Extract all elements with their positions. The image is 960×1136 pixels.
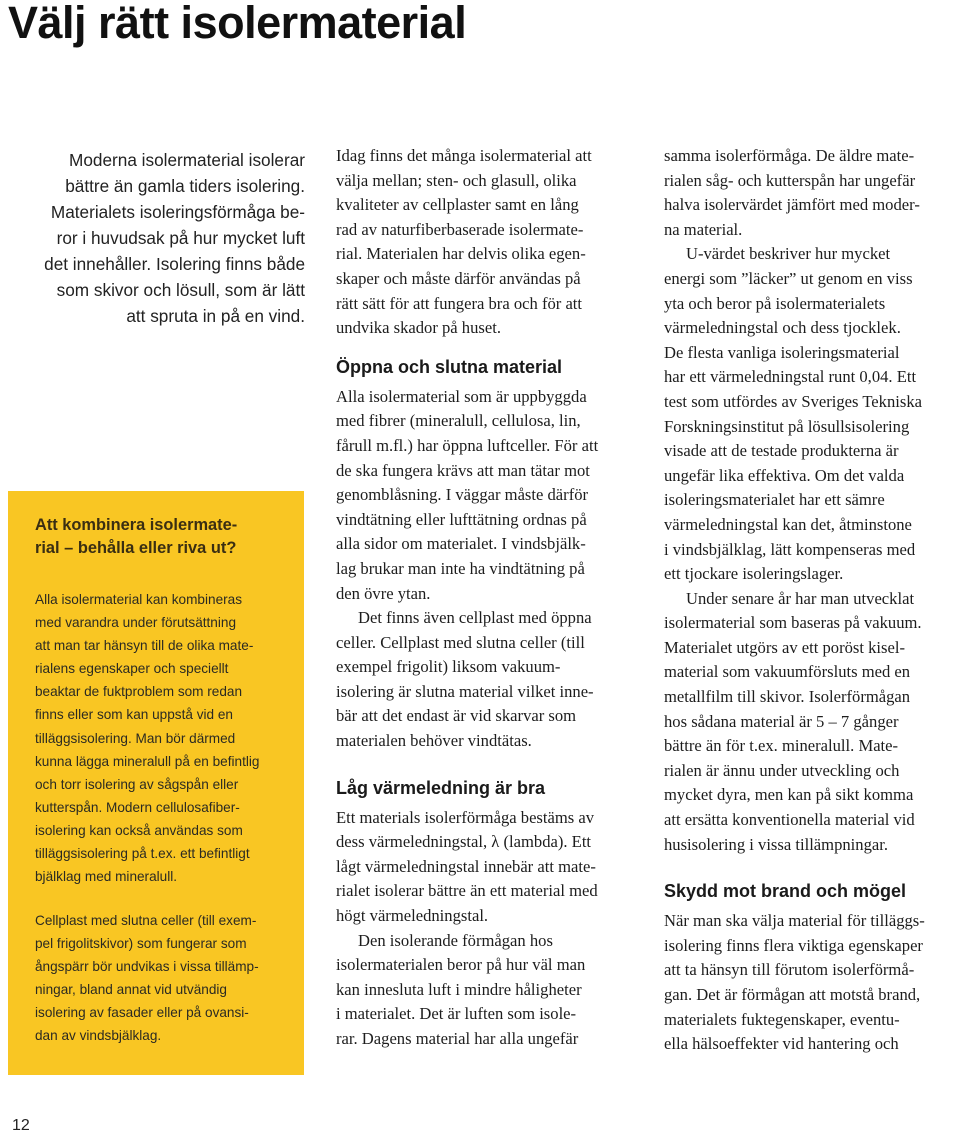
text-line: rialen såg- och kutterspån har ungefär xyxy=(664,170,916,190)
column-middle xyxy=(336,144,632,1052)
text-line: hos sådana material är 5 – 7 gånger xyxy=(664,711,899,731)
text-line: mycket dyra, men kan på sikt komma xyxy=(664,785,914,805)
text-line: det innehåller. Isolering finns både xyxy=(44,254,305,274)
text-line: isolering kan också användas som xyxy=(35,822,243,838)
text-line: välja mellan; sten- och glasull, olika xyxy=(336,170,577,190)
text-line: Att kombinera isolermate- xyxy=(35,516,238,534)
text-line: lågt värmeledningstal innebär att mate- xyxy=(336,856,596,876)
section-heading-low-conductivity: Låg värmeledning är bra xyxy=(336,777,546,798)
text-line: test som utfördes av Sveriges Tekniska xyxy=(664,391,922,411)
text-line: ningar, bland annat vid utvändig xyxy=(35,982,227,998)
text-line: kutterspån. Modern cellulosafiber- xyxy=(35,799,240,815)
text-line: med fibrer (mineralull, cellulosa, lin, xyxy=(336,411,581,431)
text-line: rialens egenskaper och speciellt xyxy=(35,661,229,677)
text-line: lag brukar man inte ha vindtätning på xyxy=(336,558,585,578)
text-line: dess värmeledningstal, λ (lambda). Ett xyxy=(336,832,592,852)
text-line: rar. Dagens material har alla ungefär xyxy=(336,1029,579,1048)
text-line: rial – behålla eller riva ut? xyxy=(35,539,237,557)
text-line: alla sidor om materialet. I vindsbjälk- xyxy=(336,534,586,554)
text-line: När man ska välja material för tilläggs- xyxy=(664,911,925,931)
paragraph xyxy=(664,242,960,586)
text-line: dan av vindsbjälklag. xyxy=(35,1028,162,1044)
text-line: Materialet utgörs av ett poröst kisel- xyxy=(664,637,906,657)
box-paragraph-1 xyxy=(35,588,297,888)
paragraph xyxy=(336,806,632,929)
text-line: Materialets isoleringsförmåga be- xyxy=(50,202,305,222)
text-line: exempel frigolit) liksom vakuum- xyxy=(336,657,561,677)
text-line: Idag finns det många isolermaterial att xyxy=(336,146,592,165)
text-line: och torr isolering av sågspån eller xyxy=(35,776,239,792)
text-line: kunna lägga mineralull på en befintlig xyxy=(35,753,260,769)
section-heading-fire-mold: Skydd mot brand och mögel xyxy=(664,881,907,902)
text-line: isolering är slutna material vilket inne- xyxy=(336,681,594,701)
text-line: att spruta in på en vind. xyxy=(126,306,305,326)
text-line: att ta hänsyn till förutom isolerförmå- xyxy=(664,960,915,980)
text-line: tilläggsisolering på t.ex. ett befintligt xyxy=(35,846,250,862)
page-title: Välj rätt isolermaterial xyxy=(8,0,467,48)
text-line: kan innesluta luft i mindre håligheter xyxy=(336,979,582,999)
text-line: Forskningsinstitut på lösullsisolering xyxy=(664,416,910,436)
text-line: Ett materials isolerförmåga bestäms av xyxy=(336,807,595,827)
text-line: yta och beror på isolermaterialets xyxy=(664,293,886,313)
text-line: ror i huvudsak på hur mycket luft xyxy=(56,228,305,248)
paragraph xyxy=(664,587,960,858)
text-line: metallfilm till skivor. Isolerförmågan xyxy=(664,687,911,707)
text-line: bjälklag med mineralull. xyxy=(35,869,178,885)
text-line: Alla isolermaterial kan kombineras xyxy=(35,592,243,607)
paragraph xyxy=(336,144,632,341)
text-line: isolering finns flera viktiga egenskaper xyxy=(664,935,923,955)
text-line: Under senare år har man utvecklat xyxy=(686,588,915,608)
text-line: vindtätning eller lufttätning ordnas på xyxy=(336,509,587,529)
box-paragraph-2 xyxy=(35,909,297,1048)
text-line: halva isolervärdet jämfört med moder- xyxy=(664,195,920,215)
text-line: tilläggsisolering. Man bör därmed xyxy=(35,730,236,746)
info-box xyxy=(8,491,304,1075)
text-line: genomblåsning. I väggar måste därför xyxy=(336,485,589,505)
paragraph xyxy=(664,909,960,1057)
text-line: materialen behöver vindtätas. xyxy=(336,731,532,751)
text-line: skaper och måste därför användas på xyxy=(336,268,581,288)
text-line: isolermaterial som baseras på vakuum. xyxy=(664,613,922,633)
text-line: rialet isolerar bättre än ett material med xyxy=(336,881,598,901)
text-line: U-värdet beskriver hur mycket xyxy=(686,244,891,264)
text-line: materialets fuktegenskaper, eventu- xyxy=(664,1009,900,1029)
text-line: Den isolerande förmågan hos xyxy=(358,930,553,950)
text-line: värmeledningstal och dess tjocklek. xyxy=(664,318,901,338)
paragraph xyxy=(336,606,632,754)
paragraph xyxy=(336,385,632,606)
text-line: som skivor och lösull, som är lätt xyxy=(56,280,305,300)
text-line: kvaliteter av cellplaster samt en lång xyxy=(336,195,579,215)
text-line: energi som ”läcker” ut genom en viss xyxy=(664,268,913,288)
text-line: de ska fungera krävs att man tätar mot xyxy=(336,460,590,480)
text-line: Det finns även cellplast med öppna xyxy=(358,608,592,628)
text-line: med varandra under förutsättning xyxy=(35,615,237,631)
text-line: ångspärr bör undvikas i vissa tillämp- xyxy=(35,959,259,975)
text-line: isoleringsmaterialet har ett sämre xyxy=(664,490,885,510)
text-line: visade att de testade produkterna är xyxy=(664,441,899,461)
text-line: i materialet. Det är luften som isole- xyxy=(336,1004,577,1024)
text-line: isolermaterialen beror på hur väl man xyxy=(336,955,586,975)
box-heading xyxy=(35,514,237,560)
text-line: att ersätta konventionella material vid xyxy=(664,810,915,830)
column-right xyxy=(664,144,960,1057)
text-line: fårull m.fl.) har öppna luftceller. För att xyxy=(336,435,599,455)
text-line: celler. Cellplast med slutna celler (till xyxy=(336,632,585,652)
text-line: samma isolerförmåga. De äldre mate- xyxy=(664,146,915,165)
text-line: bättre än för t.ex. mineralull. Mate- xyxy=(664,736,899,756)
text-line: bär att det endast är vid skarvar som xyxy=(336,706,577,726)
section-heading-open-closed: Öppna och slutna material xyxy=(336,356,563,377)
text-line: rial. Materialen har delvis olika egen- xyxy=(336,244,586,264)
text-line: i vindsbjälklag, lätt kompenseras med xyxy=(664,539,916,559)
text-line: isolering av fasader eller på ovansi- xyxy=(35,1005,249,1021)
text-line: ella hälsoeffekter vid hantering och xyxy=(664,1034,899,1054)
text-line: De flesta vanliga isoleringsmaterial xyxy=(664,342,900,362)
paragraph xyxy=(664,144,960,242)
text-line: rad av naturfiberbaserade isolermate- xyxy=(336,219,584,239)
text-line: bättre än gamla tiders isolering. xyxy=(65,176,305,196)
intro-text xyxy=(20,147,305,329)
text-line: husisolering i vissa tillämpningar. xyxy=(664,834,888,854)
text-line: värmeledningstal kan det, åtminstone xyxy=(664,514,912,534)
text-line: den övre ytan. xyxy=(336,583,431,603)
text-line: undvika skador på huset. xyxy=(336,318,501,338)
text-line: rätt sätt för att fungera bra och för att xyxy=(336,293,583,313)
text-line: na material. xyxy=(664,219,743,239)
text-line: beaktar de fuktproblem som redan xyxy=(35,684,243,700)
text-line: att man tar hänsyn till de olika mate- xyxy=(35,638,254,654)
text-line: finns eller som kan uppstå vid en xyxy=(35,707,233,723)
text-line: ungefär lika effektiva. Om det valda xyxy=(664,465,905,485)
text-line: pel frigolitskivor) som fungerar som xyxy=(35,936,247,952)
page-number: 12 xyxy=(12,1117,30,1134)
text-line: ett tjockare isoleringslager. xyxy=(664,564,844,584)
text-line: material som vakuumförsluts med en xyxy=(664,662,911,682)
text-line: högt värmeledningstal. xyxy=(336,906,489,926)
paragraph xyxy=(336,929,632,1052)
text-line: rialen är ännu under utveckling och xyxy=(664,760,900,780)
text-line: Cellplast med slutna celler (till exem- xyxy=(35,913,257,928)
text-line: har ett värmeledningstal runt 0,04. Ett xyxy=(664,367,917,387)
text-line: gan. Det är förmågan att motstå brand, xyxy=(664,985,921,1004)
text-line: Alla isolermaterial som är uppbyggda xyxy=(336,386,587,406)
text-line: Moderna isolermaterial isolerar xyxy=(69,150,305,170)
